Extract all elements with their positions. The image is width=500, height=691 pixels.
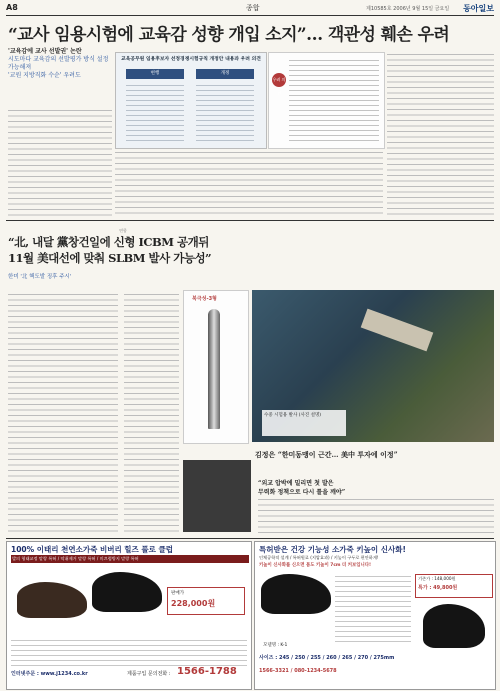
top-rule (6, 15, 494, 16)
missile-icon (208, 309, 220, 429)
right-ad-highlight: 키높이 신사화를 신으면 몸도 키높이 7cm 더 커보입니다! (259, 563, 372, 568)
section-divider-2 (6, 538, 494, 539)
section-label: 종합 (246, 4, 260, 12)
lead-headline: “교사 임용시험에 교육감 성향 개입 소지”… 객관성 훼손 우려 (8, 25, 450, 45)
black-slipon-shoe-image (423, 604, 485, 648)
concern-badge: 우려 의견 (272, 73, 286, 87)
column-head (255, 450, 493, 460)
lead-subhead-3: '교원 지방직화 수순' 우려도 (8, 72, 81, 79)
left-price: 228,000원 (171, 599, 216, 608)
info-box-current-body (126, 83, 184, 143)
lead-body-cols-2-4 (115, 150, 383, 216)
brown-shoe-image (17, 582, 87, 618)
second-kicker: 연합 (119, 228, 127, 233)
left-ad-phone[interactable]: 1566-1788 (177, 666, 237, 677)
info-box-title: 교육공무원 임용후보자 선정경쟁시험규칙 개정안 내용과 우려 의견 (121, 57, 261, 62)
masthead-bar (6, 3, 494, 15)
black-dress-shoe-image (261, 574, 331, 614)
info-box (115, 52, 267, 149)
concern-box (268, 52, 385, 149)
shoe-ad-right[interactable] (254, 541, 496, 690)
left-ad-phone-label: 제품구입 문의전화 : (127, 671, 171, 677)
section-divider-1 (6, 220, 494, 221)
lead-subhead-1: '교육감에 교사 선발권' 논란 (8, 48, 82, 55)
right-ad-features: 인체공학적 설계 / 특허원료 (지압효과) / 키높이 구두로 편안하게! (259, 555, 379, 560)
second-body-col-2 (124, 292, 179, 532)
column-subheads (183, 478, 493, 496)
second-subhead: 한미 '北 핵도발 징후 주시' (8, 274, 72, 280)
submarine-shape (361, 309, 434, 352)
second-body-col-1 (8, 292, 118, 532)
right-ad-price-box (415, 574, 493, 598)
info-box-change-body (196, 83, 254, 143)
column-headline-1: “외교 압박에 밀리면 첫 발은 (258, 480, 334, 487)
second-headline-1: “北, 내달 黨창건일에 신형 ICBM 공개뒤 (8, 235, 209, 249)
lead-subheads (8, 48, 112, 80)
left-ad-price-box (167, 587, 245, 615)
lead-subhead-2: 시도마다 교육감의 선발평가 방식 설정 가능해져 (8, 56, 109, 71)
lead-body-col-5 (387, 52, 494, 216)
right-shoe-model: 모델명 : K-1 (263, 643, 288, 648)
black-shoe-image (92, 572, 162, 612)
second-story-head (8, 228, 238, 280)
concern-box-body (289, 58, 379, 143)
right-sale-price: 특가 : 49,800원 (418, 585, 458, 591)
newspaper-brand: 동아일보 (463, 4, 494, 13)
left-ad-title: 100% 이태리 천연소가죽 비버리 힐즈 풀로 클럽 (11, 545, 174, 554)
photo-caption-box: 수중 시험용 발사 (사진 설명) (262, 410, 346, 436)
column-body (258, 497, 494, 533)
columnist-photo (183, 460, 251, 532)
info-box-change-label: 개정 (196, 69, 254, 79)
missile-graphic (183, 290, 249, 444)
column-headline-2: 무력화 정책으로 다시 틀을 깨야” (258, 489, 346, 496)
right-ad-title: 특허받은 건강 기능성 소가죽 키높이 신사화! (259, 545, 406, 554)
satellite-photo (252, 290, 494, 442)
column-caption: 김정은 “한미동맹이 근간… 美中 투자에 이정” (255, 450, 398, 459)
left-ad-website[interactable]: 인터넷주문 : www.j1234.co.kr (11, 671, 88, 677)
issue-date: 제10585호 2006년 9월 15일 금요일 (366, 6, 450, 12)
info-box-current-label: 현행 (126, 69, 184, 79)
page-number: A8 (6, 3, 18, 12)
right-ad-copy (335, 574, 411, 646)
second-headline-2: 11월 美대선에 맞춰 SLBM 발사 가능성” (8, 251, 212, 265)
missile-label: 북극성-3형 (192, 296, 217, 302)
left-ad-features: 발의 형태교정 말랑 특허 / 악취제거 말랑 특허 / 미끄럼방지 말랑 특허 (11, 555, 249, 563)
lead-body-col-1 (8, 108, 112, 216)
right-orig-price: 기존가 : 148,000원 (418, 576, 456, 581)
right-ad-sizes: 사이즈 : 245 / 250 / 255 / 260 / 265 / 270 / 275mm (259, 655, 395, 661)
left-price-label: 판매가 (171, 591, 185, 596)
shoe-ad-left[interactable] (6, 541, 252, 690)
right-ad-phone[interactable]: 1566-3321 / 080-1234-5678 (259, 668, 337, 674)
left-ad-copy (11, 638, 247, 666)
